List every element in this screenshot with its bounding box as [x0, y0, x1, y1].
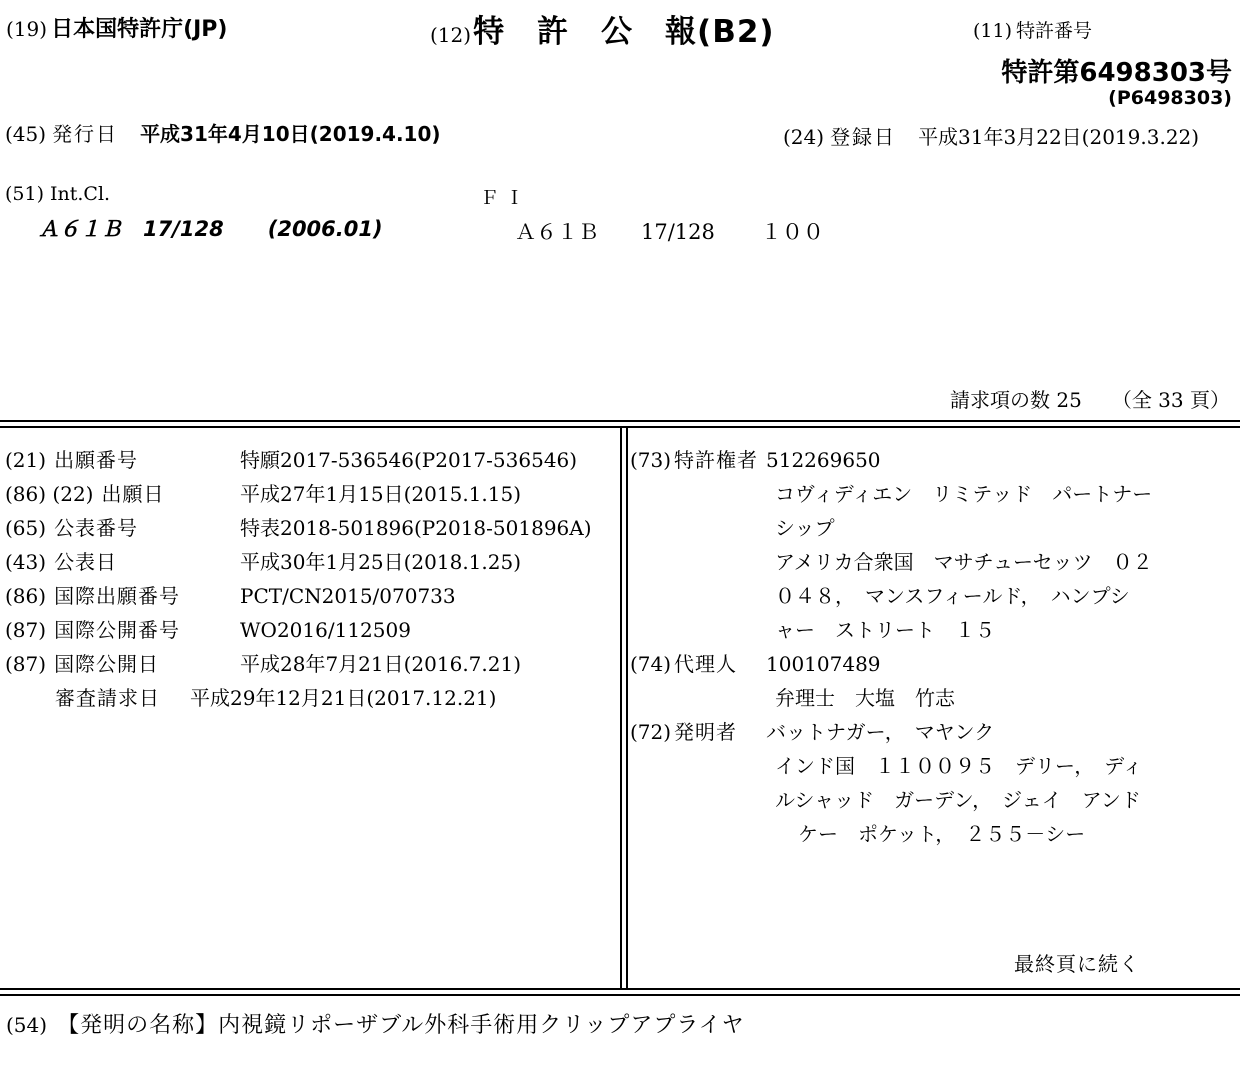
- invention-title-text: 内視鏡リポーザブル外科手術用クリップアプライヤ: [218, 1013, 745, 1038]
- intcl-label: Int.Cl.: [50, 183, 111, 205]
- row-label: 審査請求日: [55, 686, 160, 710]
- patent-number-heading: [973, 16, 1092, 43]
- registration-date-value: 平成31年3月22日(2019.3.22): [918, 125, 1200, 149]
- inid-code-51: (51): [5, 183, 45, 205]
- table-row: [5, 443, 611, 477]
- table-row: [630, 579, 1236, 613]
- inid-code-45: (45): [5, 122, 47, 146]
- table-row: [5, 613, 611, 647]
- row-value: 平成28年7月21日(2016.7.21): [240, 652, 522, 676]
- table-row: [630, 443, 1236, 477]
- row-label: 国際出願番号: [54, 584, 181, 608]
- issue-date-value: 平成31年4月10日(2019.4.10): [140, 122, 441, 146]
- row-value: 特願2017-536546(P2017-536546): [240, 448, 578, 472]
- row-code: (86) (22): [5, 482, 94, 506]
- issuing-office: [6, 12, 227, 43]
- row-value: 平成29年12月21日(2017.12.21): [190, 686, 497, 710]
- row-value: 100107489: [766, 652, 881, 676]
- table-row: [5, 579, 611, 613]
- fi-subclass: １００: [760, 220, 824, 244]
- row-value: 弁理士 大塩 竹志: [775, 686, 955, 710]
- row-value: バットナガー， マヤンク: [766, 720, 995, 744]
- inid-code-11: (11): [973, 20, 1013, 42]
- row-code: (74): [630, 652, 672, 676]
- row-label: 公表番号: [54, 516, 139, 540]
- fi-heading: ＦＩ: [480, 187, 531, 209]
- row-code: (86): [5, 584, 47, 608]
- document-kind-title: [430, 6, 775, 51]
- intcl-heading: [5, 183, 110, 205]
- intcl-version: (2006.01): [267, 217, 383, 241]
- row-code: (21): [5, 448, 47, 472]
- table-row: [630, 647, 1236, 681]
- row-code: (87): [5, 618, 47, 642]
- bottom-double-rule: [0, 988, 1240, 996]
- inid-code-24: (24): [783, 125, 825, 149]
- table-row: [630, 613, 1236, 647]
- continued-on-last-page-note: 最終頁に続く: [1014, 952, 1140, 976]
- table-row: [5, 681, 611, 715]
- gazette-title: 特 許 公 報(B2): [473, 14, 775, 50]
- row-value: WO2016/112509: [240, 618, 411, 642]
- table-row: [5, 647, 611, 681]
- row-code: (87): [5, 652, 47, 676]
- column-separator-rule: [620, 428, 628, 988]
- row-label: 代理人: [674, 652, 737, 676]
- patent-number: 特許第6498303号: [1001, 58, 1232, 88]
- row-value: ャー ストリート １５: [775, 618, 995, 642]
- table-row: [630, 715, 1236, 749]
- office-name: 日本国特許庁(JP): [51, 17, 228, 42]
- inid-code-54: (54): [6, 1013, 48, 1037]
- row-value: 平成30年1月25日(2018.1.25): [240, 550, 522, 574]
- claims-count-note: 請求項の数 25 （全 33 頁）: [950, 388, 1230, 412]
- row-value: シップ: [775, 516, 835, 540]
- bibliography-right-column: [630, 443, 1236, 851]
- invention-title-label: 【発明の名称】: [57, 1013, 219, 1038]
- table-row: [5, 511, 611, 545]
- row-code: (72): [630, 720, 672, 744]
- row-code: (65): [5, 516, 47, 540]
- table-row: [5, 545, 611, 579]
- table-row: [630, 749, 1236, 783]
- table-row: [630, 545, 1236, 579]
- table-row: [5, 477, 611, 511]
- table-row: [630, 477, 1236, 511]
- fi-class: Ａ６１Ｂ 17/128: [515, 220, 715, 244]
- row-value: インド国 １１００９５ デリー， ディ: [775, 754, 1143, 778]
- invention-title-row: [6, 1008, 745, 1039]
- row-label: 特許権者: [674, 448, 758, 472]
- table-row: [630, 817, 1236, 851]
- row-code: (73): [630, 448, 672, 472]
- row-value: アメリカ合衆国 マサチューセッツ ０２: [775, 550, 1153, 574]
- row-value: ルシャッド ガーデン， ジェイ アンド: [775, 788, 1141, 812]
- row-value: 特表2018-501896(P2018-501896A): [240, 516, 592, 540]
- row-code: (43): [5, 550, 47, 574]
- row-value: コヴィディエン リミテッド パートナー: [775, 482, 1153, 506]
- inid-code-19: (19): [6, 17, 48, 41]
- row-label: 公表日: [54, 550, 118, 574]
- inid-code-12: (12): [430, 23, 472, 47]
- table-row: [630, 681, 1236, 715]
- top-double-rule: [0, 420, 1240, 428]
- intcl-entry: [38, 213, 383, 243]
- row-label: 国際公開日: [54, 652, 160, 676]
- issue-date-label: 発行日: [52, 122, 119, 146]
- bibliography-left-column: [5, 443, 611, 715]
- invention-title: [57, 1013, 745, 1038]
- registration-date-row: [783, 121, 1199, 150]
- registration-date-label: 登録日: [830, 125, 897, 149]
- intcl-class: Ａ６１Ｂ 17/128: [38, 217, 224, 241]
- row-value: ０４８， マンスフィールド， ハンプシ: [775, 584, 1130, 608]
- issue-date-row: [5, 118, 441, 147]
- row-value: 平成27年1月15日(2015.1.15): [240, 482, 522, 506]
- table-row: [630, 783, 1236, 817]
- table-row: [630, 511, 1236, 545]
- fi-entry: [515, 216, 824, 246]
- row-value: PCT/CN2015/070733: [240, 584, 456, 608]
- row-label: 出願日: [101, 482, 165, 506]
- patent-number-label: 特許番号: [1016, 20, 1093, 42]
- row-value: 512269650: [766, 448, 881, 472]
- row-label: 国際公開番号: [54, 618, 181, 642]
- patent-number-paren: (P6498303): [1108, 87, 1232, 109]
- row-label: 発明者: [674, 720, 737, 744]
- row-value: ケー ポケット， ２５５－シー: [798, 822, 1086, 846]
- row-label: 出願番号: [54, 448, 139, 472]
